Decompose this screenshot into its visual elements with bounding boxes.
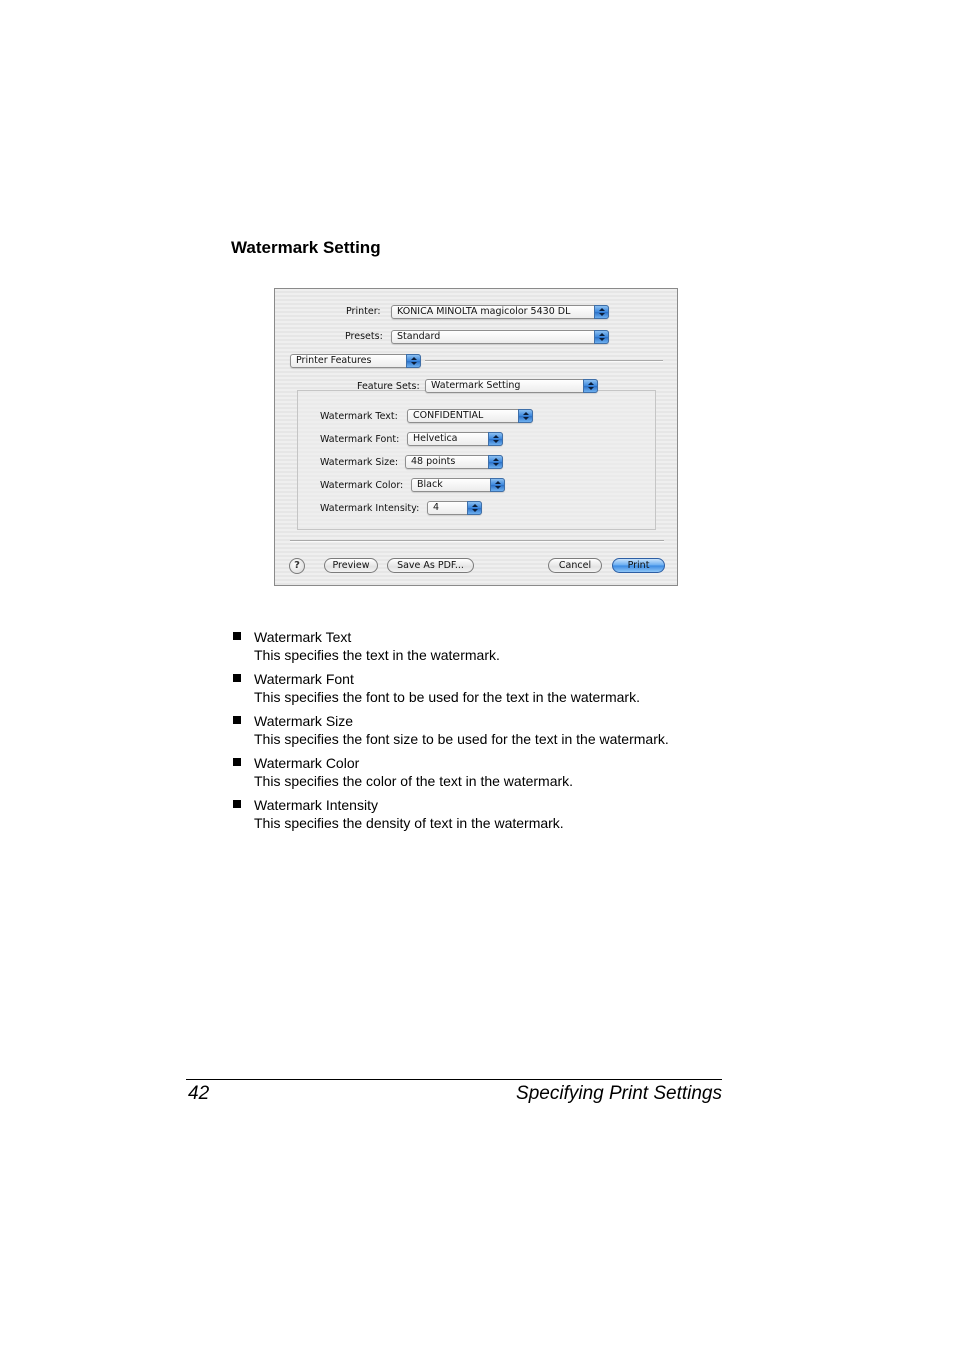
- list-item-description: This specifies the density of text in the watermark.: [254, 815, 564, 831]
- popup-arrows-icon: [518, 409, 533, 423]
- footer-rule: [186, 1079, 722, 1080]
- printer-popup-value: KONICA MINOLTA magicolor 5430 DL: [397, 306, 571, 317]
- printer-popup[interactable]: [391, 305, 609, 319]
- list-item-description: This specifies the font to be used for the text in the watermark.: [254, 689, 640, 705]
- chapter-title: Specifying Print Settings: [516, 1083, 722, 1104]
- bullet-square-icon: [233, 758, 241, 766]
- watermark-font-label: Watermark Font:: [320, 434, 400, 445]
- save-as-pdf-button[interactable]: Save As PDF...: [387, 558, 474, 573]
- watermark-font-popup[interactable]: [407, 432, 503, 446]
- print-dialog-screenshot: [274, 288, 678, 586]
- watermark-text-value: CONFIDENTIAL: [413, 410, 484, 421]
- watermark-intensity-value: 4: [433, 502, 440, 513]
- list-item-description: This specifies the color of the text in the watermark.: [254, 773, 574, 789]
- presets-popup-value: Standard: [397, 331, 441, 342]
- watermark-size-value: 48 points: [411, 456, 456, 467]
- list-item: [232, 796, 752, 832]
- page-number: 42: [188, 1083, 210, 1104]
- preview-button[interactable]: Preview: [324, 558, 378, 573]
- bullet-square-icon: [233, 800, 241, 808]
- watermark-text-label: Watermark Text:: [320, 411, 398, 422]
- section-title: Watermark Setting: [231, 238, 381, 257]
- watermark-text-popup[interactable]: [407, 409, 533, 423]
- panel-divider: [425, 360, 663, 362]
- bullet-square-icon: [233, 674, 241, 682]
- popup-arrows-icon: [583, 379, 598, 393]
- panel-popup[interactable]: [290, 354, 421, 368]
- presets-popup[interactable]: [391, 330, 609, 344]
- popup-arrows-icon: [594, 305, 609, 319]
- list-item-description: This specifies the text in the watermark.: [254, 647, 500, 663]
- feature-sets-popup[interactable]: [425, 379, 598, 393]
- printer-label: Printer:: [346, 306, 381, 317]
- list-item-term: Watermark Intensity: [254, 797, 378, 813]
- watermark-size-popup[interactable]: [405, 455, 503, 469]
- list-item-term: Watermark Text: [254, 629, 352, 645]
- panel-popup-value: Printer Features: [296, 355, 372, 366]
- feature-sets-popup-value: Watermark Setting: [431, 380, 521, 391]
- popup-arrows-icon: [467, 501, 482, 515]
- list-item: [232, 754, 752, 790]
- list-item-description: This specifies the font size to be used for the text in the watermark.: [254, 731, 669, 747]
- watermark-color-popup[interactable]: [411, 478, 505, 492]
- bullet-list: [232, 628, 752, 838]
- button-row-divider: [290, 540, 664, 542]
- print-button[interactable]: Print: [612, 558, 665, 573]
- watermark-color-label: Watermark Color:: [320, 480, 404, 491]
- popup-arrows-icon: [594, 330, 609, 344]
- cancel-button[interactable]: Cancel: [548, 558, 602, 573]
- list-item-term: Watermark Size: [254, 713, 354, 729]
- list-item-term: Watermark Color: [254, 755, 360, 771]
- watermark-size-label: Watermark Size:: [320, 457, 399, 468]
- bullet-square-icon: [233, 716, 241, 724]
- list-item-term: Watermark Font: [254, 671, 354, 687]
- popup-arrows-icon: [488, 455, 503, 469]
- watermark-color-value: Black: [417, 479, 443, 490]
- watermark-intensity-popup[interactable]: [427, 501, 482, 515]
- popup-arrows-icon: [488, 432, 503, 446]
- help-button[interactable]: ?: [289, 558, 305, 574]
- presets-label: Presets:: [345, 331, 383, 342]
- list-item: [232, 628, 752, 664]
- list-item: [232, 712, 752, 748]
- watermark-intensity-label: Watermark Intensity:: [320, 503, 420, 514]
- popup-arrows-icon: [406, 354, 421, 368]
- bullet-square-icon: [233, 632, 241, 640]
- popup-arrows-icon: [490, 478, 505, 492]
- watermark-font-value: Helvetica: [413, 433, 458, 444]
- list-item: [232, 670, 752, 706]
- feature-sets-label: Feature Sets:: [357, 381, 420, 392]
